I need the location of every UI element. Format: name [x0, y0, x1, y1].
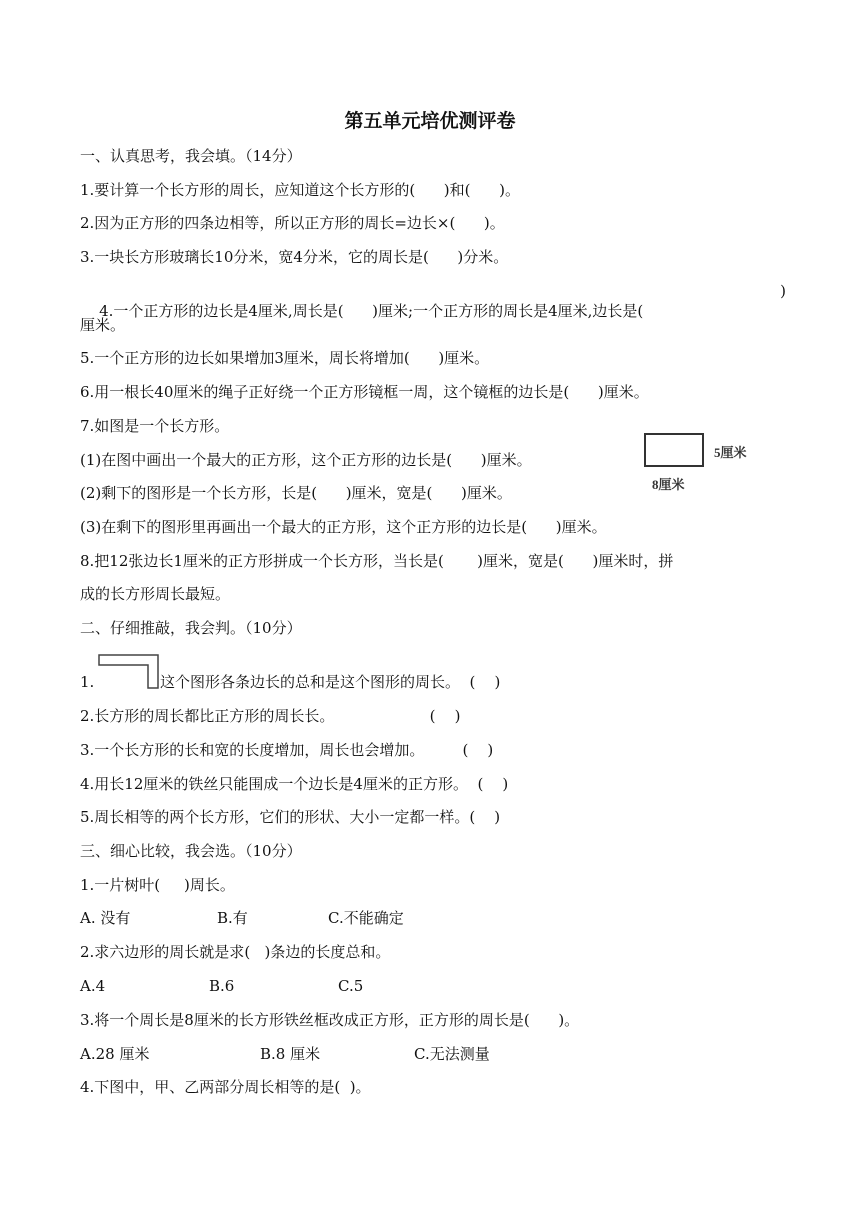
s3-question-1: 1.一片树叶( )周长。 [80, 876, 235, 894]
s3-q1-option-c: C.不能确定 [328, 909, 404, 927]
s1-question-2: 2.因为正方形的四条边相等，所以正方形的周长=边长×( )。 [80, 214, 505, 232]
s1-question-7: 7.如图是一个长方形。 [80, 417, 230, 435]
s2-question-4: 4.用长12厘米的铁丝只能围成一个边长是4厘米的正方形。 ( ) [80, 775, 509, 793]
page-title: 第五单元培优测评卷 [344, 110, 516, 132]
s3-q1-option-a: A. 没有 [80, 909, 131, 927]
s1-question-4-end: ) [780, 282, 786, 300]
s1-question-1: 1.要计算一个长方形的周长，应知道这个长方形的( )和( )。 [80, 181, 520, 199]
s1-question-3: 3.一块长方形玻璃长10分米，宽4分米，它的周长是( )分米。 [80, 248, 509, 266]
s1-question-4-line2: 厘米。 [80, 316, 126, 334]
section1-heading: 一、认真思考，我会填。（14分） [80, 147, 302, 165]
s1-question-4-line1 [80, 281, 786, 320]
s3-q3-option-a: A.28 厘米 [80, 1045, 150, 1063]
s3-q2-option-b: B.6 [209, 977, 235, 995]
s1-question-8-line2: 成的长方形周长最短。 [80, 585, 231, 603]
s2-question-5: 5.周长相等的两个长方形，它们的形状、大小一定都一样。( ) [80, 808, 501, 826]
s2-question-2: 2.长方形的周长都比正方形的周长长。 ( ) [80, 707, 461, 725]
s1-question-7-2: (2)剩下的图形是一个长方形，长是( )厘米，宽是( )厘米。 [80, 484, 512, 502]
s3-q3-option-c: C.无法测量 [414, 1045, 490, 1063]
figure-length-label: 8厘米 [652, 477, 685, 492]
s2-question-1: 这个图形各条边长的总和是这个图形的周长。 ( ) [160, 673, 501, 691]
s1-question-7-1: (1)在图中画出一个最大的正方形，这个正方形的边长是( )厘米。 [80, 451, 532, 469]
s1-question-4-text: 4.一个正方形的边长是4厘米,周长是( )厘米;一个正方形的周长是4厘米,边长是( [99, 302, 644, 320]
s2-question-3: 3.一个长方形的长和宽的长度增加，周长也会增加。 ( ) [80, 741, 494, 759]
section3-heading: 三、细心比较，我会选。（10分） [80, 842, 302, 860]
s3-q3-option-b: B.8 厘米 [260, 1045, 321, 1063]
s1-question-6: 6.用一根长40厘米的绳子正好绕一个正方形镜框一周，这个镜框的边长是( )厘米。 [80, 383, 649, 401]
section2-heading: 二、仔细推敲，我会判。（10分） [80, 619, 302, 637]
rectangle-figure [644, 433, 704, 467]
s3-question-4: 4.下图中，甲、乙两部分周长相等的是( )。 [80, 1078, 371, 1096]
s3-question-2: 2.求六边形的周长就是求( )条边的长度总和。 [80, 943, 391, 961]
l-shape-figure [98, 654, 160, 690]
s1-question-8-line1: 8.把12张边长1厘米的正方形拼成一个长方形，当长是( )厘米，宽是( )厘米时，拼 [80, 552, 674, 570]
s3-question-3: 3.将一个周长是8厘米的长方形铁丝框改成正方形，正方形的周长是( )。 [80, 1011, 580, 1029]
s1-question-7-3: (3)在剩下的图形里再画出一个最大的正方形，这个正方形的边长是( )厘米。 [80, 518, 607, 536]
s1-question-5: 5.一个正方形的边长如果增加3厘米，周长将增加( )厘米。 [80, 349, 490, 367]
s2-question-1-number: 1. [80, 673, 95, 691]
s3-q2-option-a: A.4 [80, 977, 106, 995]
s3-q2-option-c: C.5 [338, 977, 364, 995]
figure-width-label: 5厘米 [714, 445, 747, 460]
s3-q1-option-b: B.有 [217, 909, 248, 927]
